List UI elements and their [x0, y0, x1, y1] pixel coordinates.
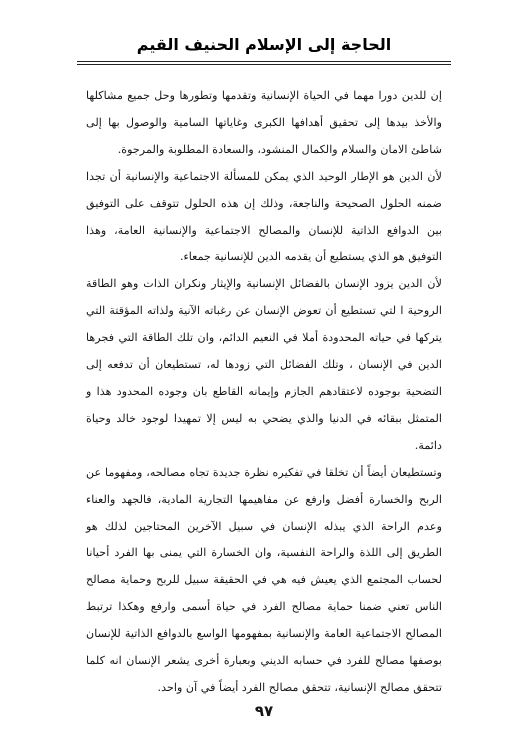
title-divider-line-second [77, 64, 451, 65]
body-text [86, 83, 442, 702]
page-title: الحاجة إلى الإسلام الحنيف القيم [136, 35, 392, 54]
title-divider-line [77, 61, 451, 62]
paragraph-religion-role: إن للدين دورا مهما في الحياة الإنسانية وتقدمها وتطورها وحل جميع مشاكلها والأخذ بيدها إلى تحقيق أهدافها الكبرى وغاياتها السامية والوصول بها إلى شاطئ الامان والسلام والكمال المنشود، والسعادة المطلوبة والمرجوة. [86, 89, 442, 156]
paragraph-new-outlook: وتستطيعان أيضاً أن تخلقا في تفكيره نظرة جديدة تجاه مصالحه، ومفهوما عن الربح والخسارة أفضل وارفع عن مفاهيمها التجارية المادية، فالجهد والعناء وعدم الراحة الذي يبذله الإنسان في سبيل الآخرين المحتاجين لذلك هو الطريق إلى اللذة والراحة النفسية، وان الخسارة التي يمنى بها الفرد أحيانا لحساب المجتمع الذي يعيش فيه هي في الحقيقة سبيل للربح وحماية مصالح الناس تعني ضمنا حماية مصالح الفرد في حياة أسمى وارفع وهكذا ترتبط المصالح الاجتماعية العامة والإنسانية بمفهومها الواسع بالدوافع الذاتية للإنسان بوصفها مصالح للفرد في حسابه الديني وبعبارة أخرى يشعر الإنسان انه كلما تتحقق مصالح الإنسانية، تتحقق مصالح الفرد أيضاً في آن واحد. [86, 465, 442, 694]
paragraph-spiritual-energy: لأن الدين يزود الإنسان بالفضائل الإنسانية والإيثار ونكران الذات وهو الطاقة الروحية ا لتي تستطيع أن تعوض الإنسان عن رغباته الآنية ولذاته المؤقتة التي يتركها في حياته المحدودة أملا في النعيم الدائم، وان تلك الطاقة التي فجرها الدين في الإنسان ، وتلك الفضائل التي زودها له، تستطيعان أن تدفعه إلى التضحية بوجوده لاعتقادهم الجازم وإيمانه القاطع بان وجوده المحدود هذا و المتمثل ببقائه في الدنيا والذي يضحي به ليس إلا تمهيدا لوجود خالد وحياة دائمة. [86, 277, 442, 452]
paragraph-religion-framework: لأن الدين هو الإطار الوحيد الذي يمكن للمسألة الاجتماعية والإنسانية أن تجدا ضمنه الحلول الصحيحة والناجعة، وذلك إن هذه الحلول تتوقف على التوفيق بين الدوافع الذاتية للإنسان والمصالح الاجتماعية والإنسانية العامة، وهذا التوفيق هو الذي يستطيع أن يقدمه الدين للإنسانية جمعاء. [86, 169, 442, 264]
page-number: ٩٧ [254, 702, 274, 720]
